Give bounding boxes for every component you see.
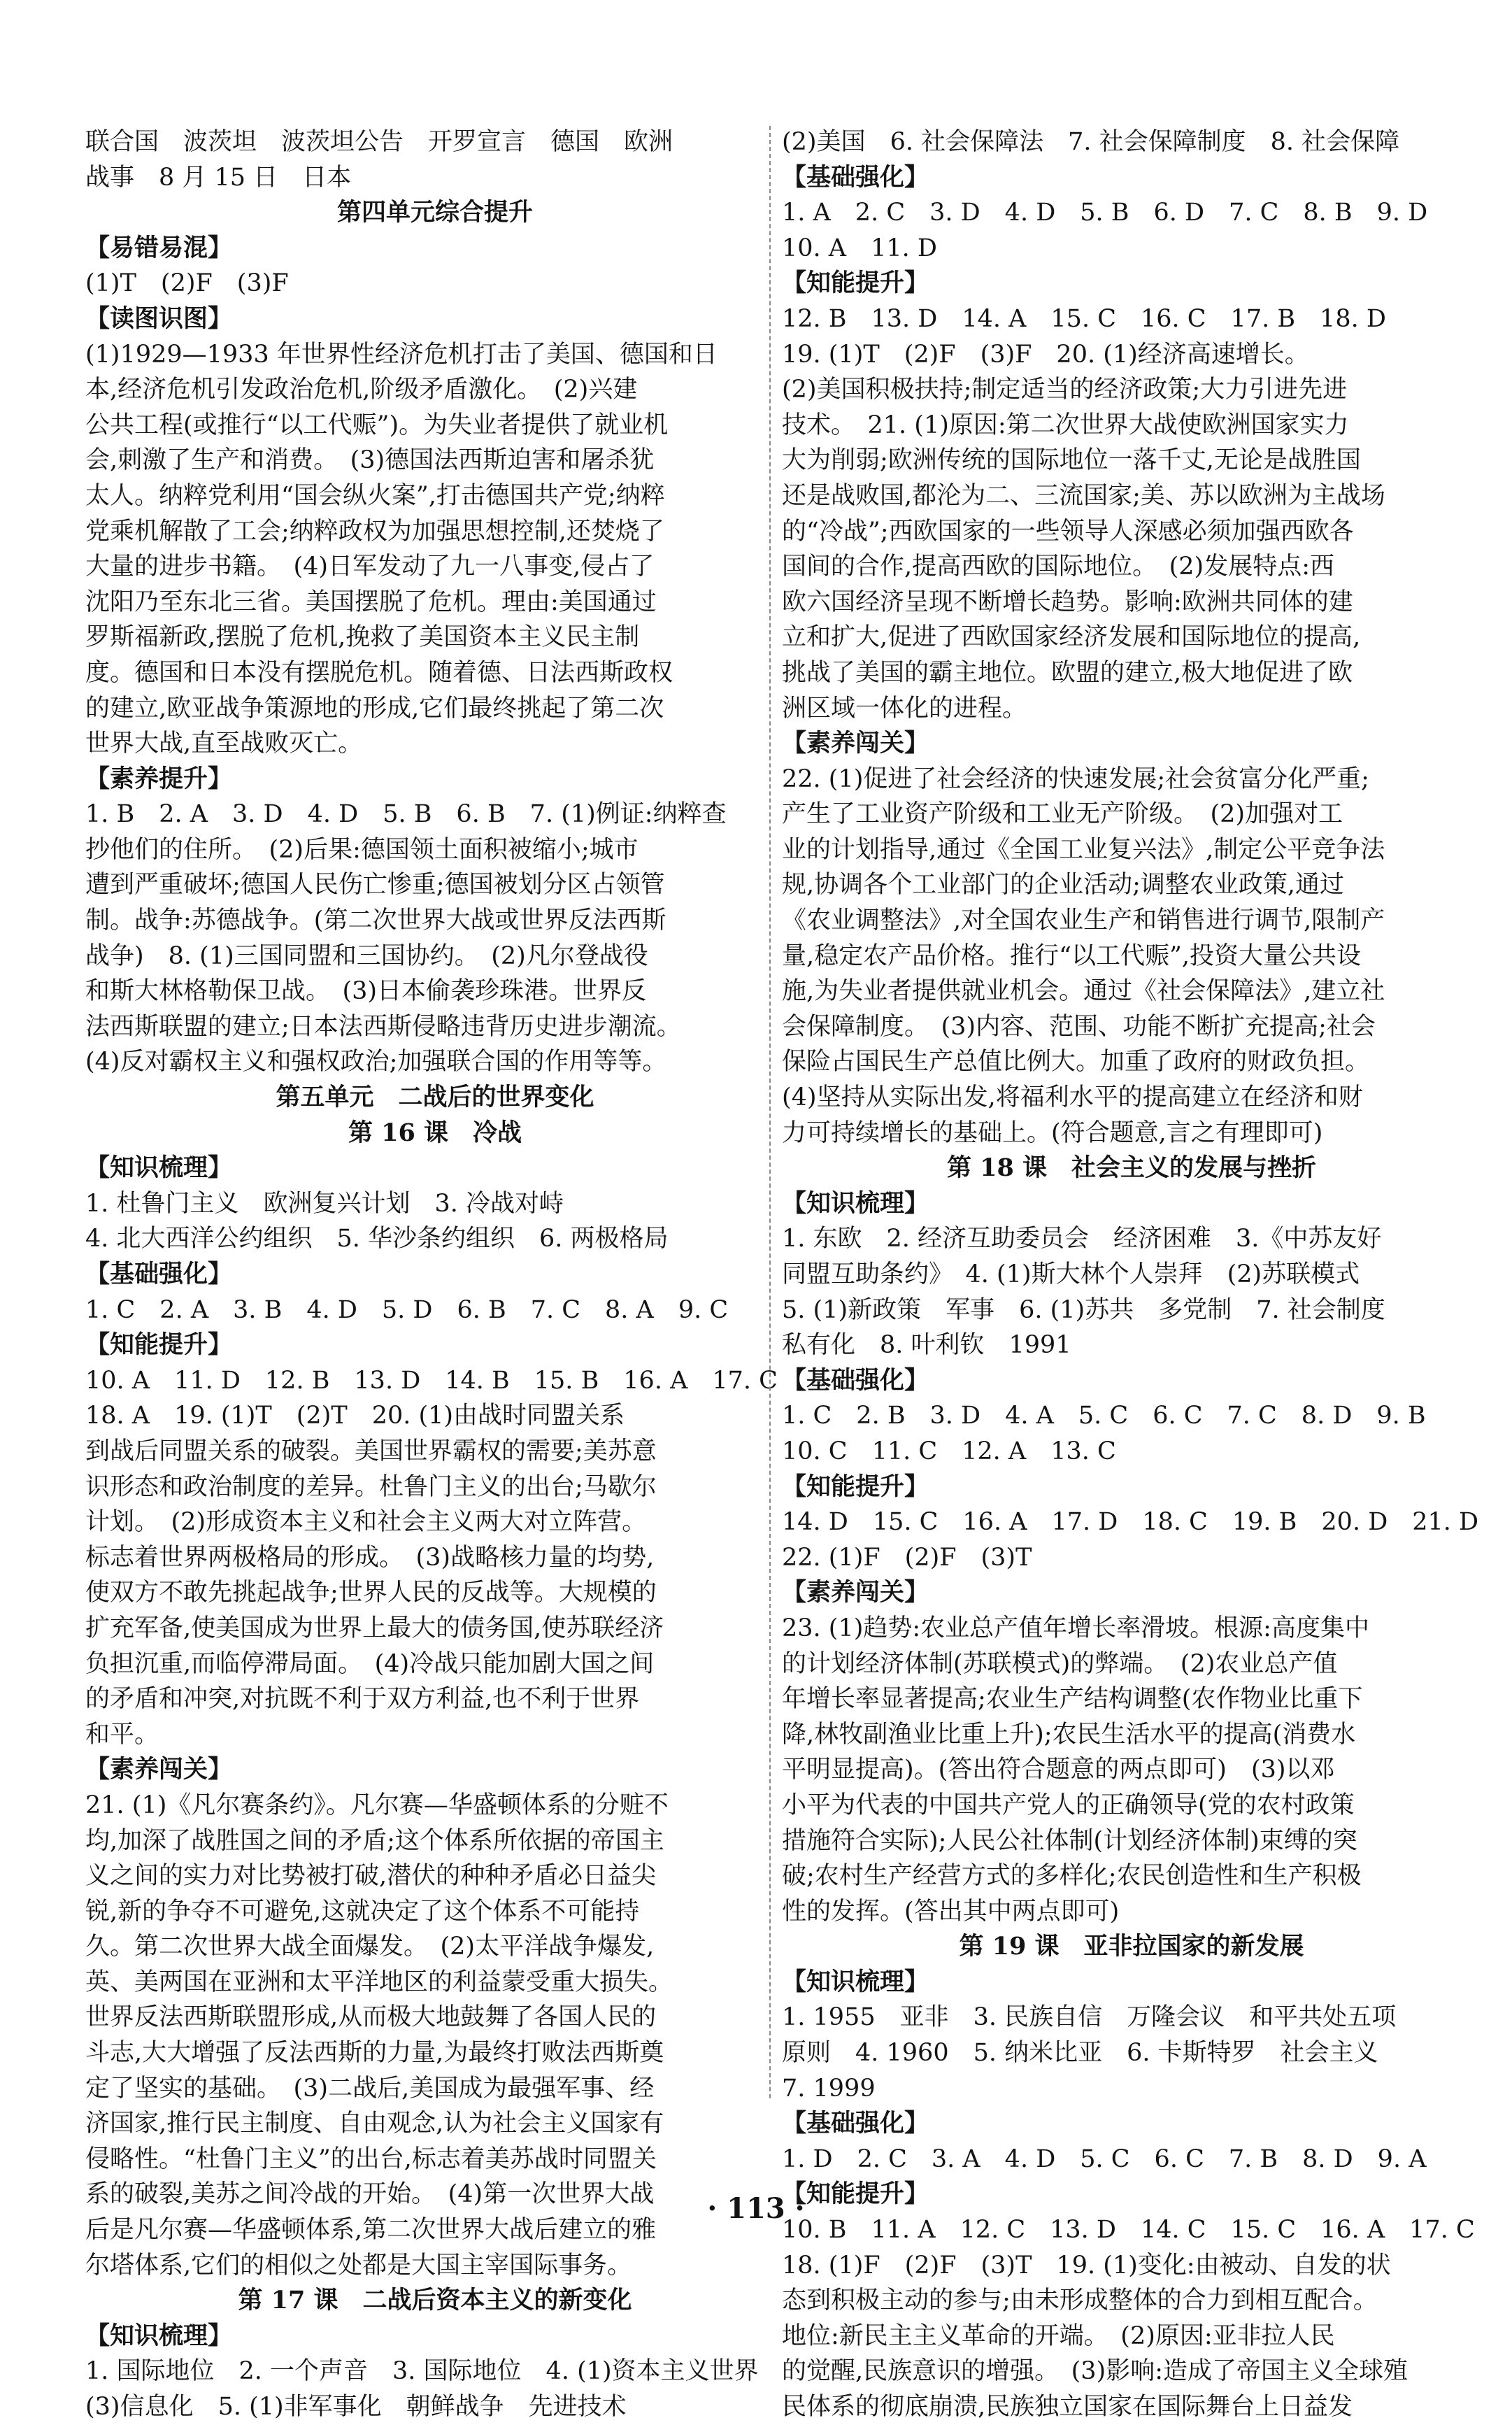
answer-line: 10. A 11. D <box>782 234 937 262</box>
section-label: 【易错易混】 <box>85 233 233 262</box>
section-label: 【知能提升】 <box>782 269 929 298</box>
answer-line: 14. D 15. C 16. A 17. D 18. C 19. B 20. D 21. D <box>782 1508 1479 1537</box>
answer-line: 战事 8 月 15 日 日本 <box>85 163 352 192</box>
answer-line: (1)T (2)F (3)F <box>85 269 289 298</box>
answer-line: 23. (1)趋势:农业总产值年增长率滑坡。根源:高度集中 <box>782 1614 1369 1642</box>
answer-line: 党乘机解散了工会;纳粹政权为加强思想控制,还焚烧了 <box>85 517 664 546</box>
answer-line: 制。战争:苏德战争。(第二次世界大战或世界反法西斯 <box>85 906 666 935</box>
answer-line: 态到积极主动的参与;由未形成整体的合力到相互配合。 <box>782 2287 1378 2315</box>
answer-line: 世界反法西斯联盟形成,从而极大地鼓舞了各国人民的 <box>85 2003 657 2032</box>
answer-line: 措施符合实际);人民公社体制(计划经济体制)束缚的突 <box>782 1826 1357 1855</box>
answer-line: 罗斯福新政,摆脱了危机,挽救了美国资本主义民主制 <box>85 623 640 652</box>
answer-line: (1)1929—1933 年世界性经济危机打击了美国、德国和日 <box>85 340 718 369</box>
answer-line: 保险占国民生产总值比例大。加重了政府的财政负担。 <box>782 1048 1370 1076</box>
answer-line: 侵略性。“杜鲁门主义”的出台,标志着美苏战时同盟关 <box>85 2145 657 2173</box>
answer-line: 地位:新民主主义革命的开端。 (2)原因:亚非拉人民 <box>782 2321 1335 2350</box>
answer-line: 义之间的实力对比势被打破,潜伏的种种矛盾必日益尖 <box>85 1862 657 1891</box>
answer-line: 18. A 19. (1)T (2)T 20. (1)由战时同盟关系 <box>85 1402 625 1430</box>
answer-line: (2)美国积极扶持;制定适当的经济政策;大力引进先进 <box>782 376 1348 404</box>
answer-line: 挑战了美国的霸主地位。欧盟的建立,极大地促进了欧 <box>782 658 1353 687</box>
section-label: 【知识梳理】 <box>85 2321 233 2350</box>
answer-line: 1. A 2. C 3. D 4. D 5. B 6. D 7. C 8. B 9. D <box>782 199 1428 227</box>
answer-line: 的“冷战”;西欧国家的一些领导人深感必须加强西欧各 <box>782 517 1354 546</box>
answer-line: 斗志,大大增强了反法西斯的力量,为最终打败法西斯奠 <box>85 2039 664 2068</box>
section-label: 【知能提升】 <box>782 1472 929 1501</box>
answer-line: 10. A 11. D 12. B 13. D 14. B 15. B 16. A 17. C <box>85 1366 778 1395</box>
section-label: 【素养闯关】 <box>782 729 929 758</box>
answer-line: 10. C 11. C 12. A 13. C <box>782 1437 1116 1465</box>
answer-line: 的矛盾和冲突,对抗既不利于双方利益,也不利于世界 <box>85 1685 640 1714</box>
answer-line: 识形态和政治制度的差异。杜鲁门主义的出台;马歇尔 <box>85 1472 657 1501</box>
answer-line: 产生了工业资产阶级和工业无产阶级。 (2)加强对工 <box>782 800 1343 829</box>
answer-line: (3)信息化 5. (1)非军事化 朝鲜战争 先进技术 <box>85 2393 627 2421</box>
answer-line: 太人。纳粹党利用“国会纵火案”,打击德国共产党;纳粹 <box>85 481 665 510</box>
answer-line: 欧六国经济呈现不断增长趋势。影响:欧洲共同体的建 <box>782 588 1353 616</box>
answer-line: 同盟互助条约》 4. (1)斯大林个人崇拜 (2)苏联模式 <box>782 1260 1360 1288</box>
answer-line: 联合国 波茨坦 波茨坦公告 开罗宣言 德国 欧洲 <box>85 128 673 156</box>
answer-line: 系的破裂,美苏之间冷战的开始。 (4)第一次世界大战 <box>85 2180 655 2209</box>
column-divider <box>769 126 771 2098</box>
answer-line: (4)反对霸权主义和强权政治;加强联合国的作用等等。 <box>85 1048 667 1076</box>
page-number: · 113 · <box>707 2192 805 2225</box>
answer-line: 施,为失业者提供就业机会。通过《社会保障法》,建立社 <box>782 977 1385 1006</box>
answer-line: 后是凡尔赛—华盛顿体系,第二次世界大战后建立的雅 <box>85 2216 657 2245</box>
section-label: 【素养闯关】 <box>85 1755 233 1784</box>
answer-line: 世界大战,直至战败灭亡。 <box>85 730 363 758</box>
answer-line: 国间的合作,提高西欧的国际地位。 (2)发展特点:西 <box>782 553 1334 581</box>
answer-line: 抄他们的住所。 (2)后果:德国领土面积被缩小;城市 <box>85 835 639 864</box>
lesson-heading: 第 18 课 社会主义的发展与挫折 <box>946 1153 1317 1183</box>
answer-line: 1. 东欧 2. 经济互助委员会 经济困难 3.《中苏友好 <box>782 1225 1382 1253</box>
answer-line: 《农业调整法》,对全国农业生产和销售进行调节,限制产 <box>782 906 1385 935</box>
answer-line: 的觉醒,民族意识的增强。 (3)影响:造成了帝国主义全球殖 <box>782 2357 1408 2386</box>
answer-line: 19. (1)T (2)F (3)F 20. (1)经济高速增长。 <box>782 340 1309 369</box>
answer-line: 力可持续增长的基础上。(符合题意,言之有理即可) <box>782 1118 1323 1147</box>
lesson-heading: 第四单元综合提升 <box>336 198 533 227</box>
answer-line: 均,加深了战胜国之间的矛盾;这个体系所依据的帝国主 <box>85 1826 664 1855</box>
answer-line: 标志着世界两极格局的形成。 (3)战略核力量的均势, <box>85 1543 655 1572</box>
answer-line: 技术。 21. (1)原因:第二次世界大战使欧洲国家实力 <box>782 411 1349 439</box>
section-label: 【读图识图】 <box>85 304 233 333</box>
answer-line: 洲区域一体化的进程。 <box>782 694 1027 723</box>
answer-line: 业的计划指导,通过《全国工业复兴法》,制定公平竞争法 <box>782 835 1385 864</box>
answer-line: 计划。 (2)形成资本主义和社会主义两大对立阵营。 <box>85 1508 647 1537</box>
section-label: 【知识梳理】 <box>782 1188 929 1218</box>
answer-line: 和平。 <box>85 1720 159 1749</box>
answer-line: (2)美国 6. 社会保障法 7. 社会保障制度 8. 社会保障 <box>782 128 1400 156</box>
answer-line: 18. (1)F (2)F (3)T 19. (1)变化:由被动、自发的状 <box>782 2251 1391 2280</box>
lesson-heading: 第 16 课 冷战 <box>348 1118 522 1147</box>
answer-line: 的计划经济体制(苏联模式)的弊端。 (2)农业总产值 <box>782 1649 1338 1678</box>
answer-line: 10. B 11. A 12. C 13. D 14. C 15. C 16. A 17. C <box>782 2216 1475 2245</box>
answer-line: 尔塔体系,它们的相似之处都是大国主宰国际事务。 <box>85 2251 632 2280</box>
answer-line: 4. 北大西洋公约组织 5. 华沙条约组织 6. 两极格局 <box>85 1225 669 1253</box>
section-label: 【基础强化】 <box>782 1365 929 1395</box>
answer-line: 大量的进步书籍。 (4)日军发动了九一八事变,侵占了 <box>85 553 655 581</box>
section-label: 【素养闯关】 <box>782 1578 929 1607</box>
answer-line: 1. 1955 亚非 3. 民族自信 万隆会议 和平共处五项 <box>782 2003 1397 2032</box>
answer-line: 民体系的彻底崩溃,民族独立国家在国际舞台上日益发 <box>782 2393 1353 2421</box>
answer-line: 大为削弱;欧洲传统的国际地位一落千丈,无论是战胜国 <box>782 446 1361 475</box>
answer-line: 量,稳定农产品价格。推行“以工代赈”,投资大量公共设 <box>782 941 1362 970</box>
right-column <box>782 125 1481 2425</box>
answer-line: 立和扩大,促进了西欧国家经济发展和国际地位的提高, <box>782 623 1361 652</box>
answer-line: 规,协调各个工业部门的企业活动;调整农业政策,通过 <box>782 871 1345 899</box>
left-column <box>85 125 785 2425</box>
lesson-heading: 第五单元 二战后的世界变化 <box>276 1083 594 1112</box>
answer-line: 使双方不敢先挑起战争;世界人民的反战等。大规模的 <box>85 1579 657 1607</box>
answer-line: 平明显提高)。(答出符合题意的两点即可) (3)以邓 <box>782 1756 1335 1784</box>
answer-line: 扩充军备,使美国成为世界上最大的债务国,使苏联经济 <box>85 1614 664 1642</box>
section-label: 【知能提升】 <box>782 2179 929 2209</box>
answer-line: 1. 杜鲁门主义 欧洲复兴计划 3. 冷战对峙 <box>85 1189 564 1218</box>
answer-line: 英、美两国在亚洲和太平洋地区的利益蒙受重大损失。 <box>85 1968 673 1996</box>
answer-line: 7. 1999 <box>782 2074 876 2103</box>
answer-line: 遭到严重破坏;德国人民伤亡惨重;德国被划分区占领管 <box>85 871 665 899</box>
answer-line: 1. C 2. A 3. B 4. D 5. D 6. B 7. C 8. A 9. C <box>85 1295 729 1324</box>
answer-line: 1. C 2. B 3. D 4. A 5. C 6. C 7. C 8. D 9. B <box>782 1402 1426 1430</box>
answer-line: 小平为代表的中国共产党人的正确领导(党的农村政策 <box>782 1791 1355 1819</box>
section-label: 【素养提升】 <box>85 764 233 793</box>
answer-line: 22. (1)促进了社会经济的快速发展;社会贫富分化严重; <box>782 765 1369 793</box>
section-label: 【基础强化】 <box>782 162 929 192</box>
answer-line: 公共工程(或推行“以工代赈”)。为失业者提供了就业机 <box>85 411 669 439</box>
answer-line: (4)坚持从实际出发,将福利水平的提高建立在经济和财 <box>782 1083 1363 1112</box>
section-label: 【知识梳理】 <box>782 1967 929 1996</box>
answer-line: 定了坚实的基础。 (3)二战后,美国成为最强军事、经 <box>85 2074 655 2103</box>
answer-line: 战争) 8. (1)三国同盟和三国协约。 (2)凡尔登战役 <box>85 941 648 970</box>
answer-line: 济国家,推行民主制度、自由观念,认为社会主义国家有 <box>85 2110 664 2138</box>
answer-line: 1. B 2. A 3. D 4. D 5. B 6. B 7. (1)例证:纳粹查 <box>85 800 727 829</box>
lesson-heading: 第 19 课 亚非拉国家的新发展 <box>959 1932 1304 1961</box>
answer-line: 降,林牧副渔业比重上升);农民生活水平的提高(消费水 <box>782 1720 1356 1749</box>
answer-line: 的建立,欧亚战争策源地的形成,它们最终挑起了第二次 <box>85 694 664 723</box>
answer-line: 到战后同盟关系的破裂。美国世界霸权的需要;美苏意 <box>85 1437 657 1465</box>
section-label: 【基础强化】 <box>782 2109 929 2138</box>
answer-line: 原则 4. 1960 5. 纳米比亚 6. 卡斯特罗 社会主义 <box>782 2039 1378 2068</box>
answer-line: 会保障制度。 (3)内容、范围、功能不断扩充提高;社会 <box>782 1012 1376 1041</box>
answer-line: 破;农村生产经营方式的多样化;农民创造性和生产积极 <box>782 1862 1362 1891</box>
section-label: 【基础强化】 <box>85 1260 233 1288</box>
answer-line: 和斯大林格勒保卫战。 (3)日本偷袭珍珠港。世界反 <box>85 977 647 1006</box>
answer-line: 会,刺激了生产和消费。 (3)德国法西斯迫害和屠杀犹 <box>85 446 655 475</box>
lesson-heading: 第 17 课 二战后资本主义的新变化 <box>238 2286 632 2315</box>
answer-line: 性的发挥。(答出其中两点即可) <box>782 1897 1120 1926</box>
answer-line: 5. (1)新政策 军事 6. (1)苏共 多党制 7. 社会制度 <box>782 1295 1385 1324</box>
answer-line: 21. (1)《凡尔赛条约》。凡尔赛—华盛顿体系的分赃不 <box>85 1791 669 1819</box>
answer-line: 度。德国和日本没有摆脱危机。随着德、日法西斯政权 <box>85 658 673 687</box>
answer-line: 22. (1)F (2)F (3)T <box>782 1543 1032 1572</box>
answer-line: 沈阳乃至东北三省。美国摆脱了危机。理由:美国通过 <box>85 588 657 616</box>
answer-line: 本,经济危机引发政治危机,阶级矛盾激化。 (2)兴建 <box>85 376 638 404</box>
section-label: 【知识梳理】 <box>85 1153 233 1183</box>
answer-line: 私有化 8. 叶利钦 1991 <box>782 1331 1071 1360</box>
answer-line: 1. 国际地位 2. 一个声音 3. 国际地位 4. (1)资本主义世界 <box>85 2357 759 2386</box>
answer-line: 还是战败国,都沦为二、三流国家;美、苏以欧洲为主战场 <box>782 481 1385 510</box>
answer-line: 负担沉重,而临停滞局面。 (4)冷战只能加剧大国之间 <box>85 1649 655 1678</box>
answer-line: 1. D 2. C 3. A 4. D 5. C 6. C 7. B 8. D 9. A <box>782 2145 1427 2173</box>
answer-line: 久。第二次世界大战全面爆发。 (2)太平洋战争爆发, <box>85 1933 655 1961</box>
section-label: 【知能提升】 <box>85 1330 233 1360</box>
answer-line: 12. B 13. D 14. A 15. C 16. C 17. B 18. D <box>782 304 1386 333</box>
answer-line: 锐,新的争夺不可避免,这就决定了这个体系不可能持 <box>85 1897 640 1926</box>
answer-line: 法西斯联盟的建立;日本法西斯侵略违背历史进步潮流。 <box>85 1012 681 1041</box>
answer-line: 年增长率显著提高;农业生产结构调整(农作物业比重下 <box>782 1685 1363 1714</box>
